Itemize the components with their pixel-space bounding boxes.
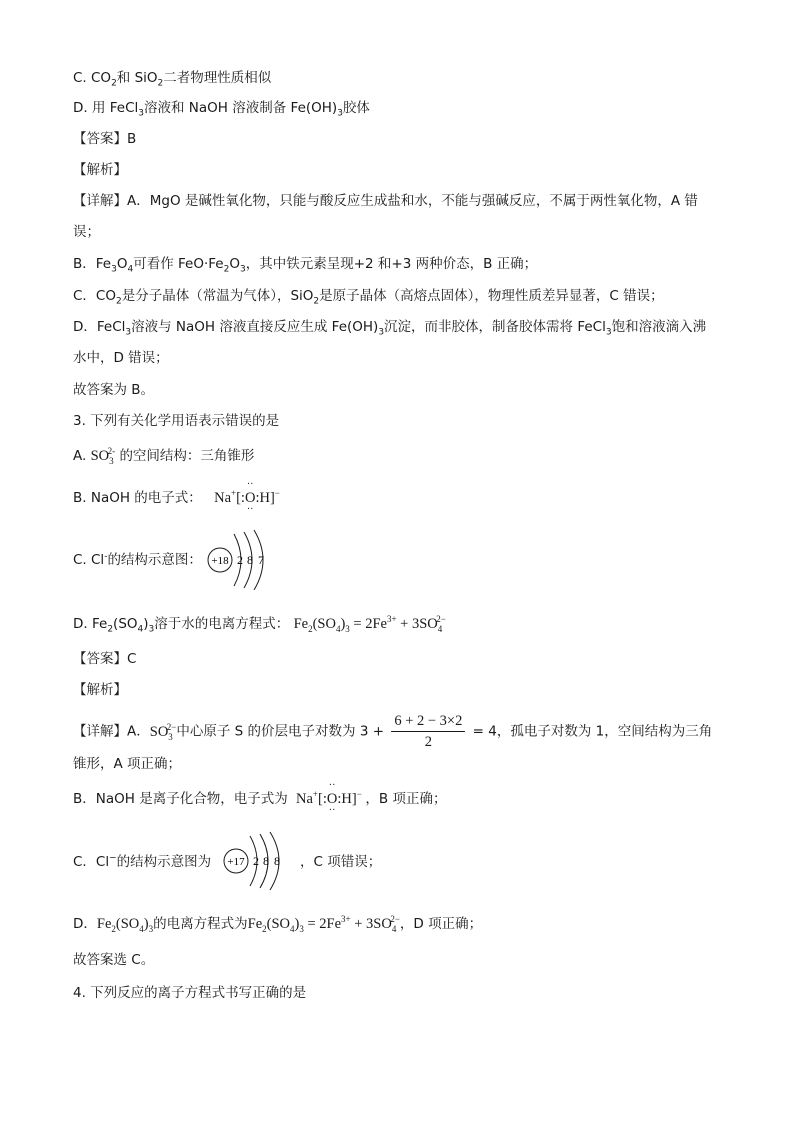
- q3-answer: 【答案】C: [73, 651, 137, 667]
- q3-option-b: B. NaOH 的电子式： Na+[: ·· O ·· :H]−: [73, 479, 280, 515]
- shell-3: 8: [274, 854, 280, 868]
- q2-detail-c: C．$CO_2$是分子晶体（常温为气体），SiO$_2$是原子晶体（高熔点固体），物理性质差异显著，C 错误；: [73, 288, 664, 307]
- q3-option-c-atom-diagram: [204, 528, 280, 590]
- q2-detail-b: B．$Fe_3O_4$可看作 $FeO\cdot Fe_2O_3$，其中铁元素呈现+2 和+3 两种价态，B 正确；: [73, 256, 538, 275]
- q3-detail-a-line1: 【详解】A．$SO_3^{2-}$中心原子 S 的价层电子对数为 3 + $\frac{6 + 2 - 3\times 2}{2}$ = 4，孤电子对数为 1，空间结构为三角: [73, 713, 713, 750]
- q3-option-b-electron-formula: Na+[: ·· O ·· :H]−: [214, 479, 280, 515]
- q2-option-c: C. $CO_2$和 SiO$_2$二者物理性质相似: [73, 70, 272, 89]
- q2-analysis-heading: 【解析】: [73, 162, 127, 178]
- q2-detail-d-line1: D．FeCl$_3$溶液与 NaOH 溶液直接反应生成 $Fe(OH)_3$沉淀，而非胶体，制备胶体需将 FeCl$_3$饱和溶液滴入沸: [73, 319, 707, 338]
- q2-detail-d-line2: 水中，D 错误；: [73, 350, 169, 366]
- q3-option-d-equation: $Fe_2(SO_4)_3 = 2Fe^{3+} + 3SO_4^{2-}$: [293, 614, 446, 634]
- shell-1: 2: [253, 854, 259, 868]
- shell-2: 8: [263, 854, 269, 868]
- q3-detail-d-equation: $Fe_2(SO_4)_3 = 2Fe^{3+} + 3SO_4^{2-}$: [247, 914, 400, 934]
- q3-option-c: C. Cl-的结构示意图：: [73, 551, 202, 568]
- nucleus-label: +18: [211, 555, 229, 567]
- q4-stem: 4. 下列反应的离子方程式书写正确的是: [73, 985, 307, 1001]
- q2-conclusion: 故答案为 B。: [73, 382, 155, 398]
- q3-detail-c: C．Cl−的结构示意图为: [73, 853, 212, 870]
- q3-detail-c-tail: ，C 项错误；: [300, 854, 382, 870]
- shell-2: 8: [247, 553, 253, 567]
- q2-option-d: D. 用 FeCl$_3$溶液和 NaOH 溶液制备 $Fe(OH)_3$胶体: [73, 100, 370, 119]
- q2-detail-a-line2: 误；: [73, 224, 100, 240]
- q3-analysis-heading: 【解析】: [73, 682, 127, 698]
- q3-detail-b-electron-formula: Na+[: ·· O ·· :H]−: [296, 780, 362, 816]
- shell-3: 7: [258, 553, 264, 567]
- q3-detail-a-line2: 锥形，A 项正确；: [73, 756, 182, 772]
- nucleus-label: +17: [227, 856, 245, 868]
- q3-stem: 3. 下列有关化学用语表示错误的是: [73, 413, 280, 429]
- q3-detail-d: D．$Fe_2(SO_4)_3$的电离方程式为$Fe_2(SO_4)_3 = 2Fe^{3+} + 3SO_4^{2-}$，D 项正确；: [73, 914, 483, 934]
- fraction: $\frac{6 + 2 - 3\times 2}{2}$: [391, 712, 465, 751]
- q2-detail-a-line1: 【详解】A．MgO 是碱性氧化物，只能与酸反应生成盐和水，不能与强碱反应，不属于两性氧化物，A 错: [73, 193, 698, 209]
- q3-detail-b: B．NaOH 是离子化合物，电子式为 Na+[: ·· O ·· :H]− ，B 项正确；: [73, 780, 447, 816]
- q3-conclusion: 故答案选 C。: [73, 952, 155, 968]
- q3-detail-c-atom-diagram: [220, 830, 296, 892]
- q2-answer: 【答案】B: [73, 131, 137, 147]
- q3-option-a: A. $SO_3^{2-}$ 的空间结构：三角锥形: [73, 446, 255, 466]
- shell-1: 2: [237, 553, 243, 567]
- q3-option-d: D. $Fe_2(SO_4)_3$溶于水的电离方程式： $Fe_2(SO_4)_3 = 2Fe^{3+} + 3SO_4^{2-}$: [73, 614, 446, 635]
